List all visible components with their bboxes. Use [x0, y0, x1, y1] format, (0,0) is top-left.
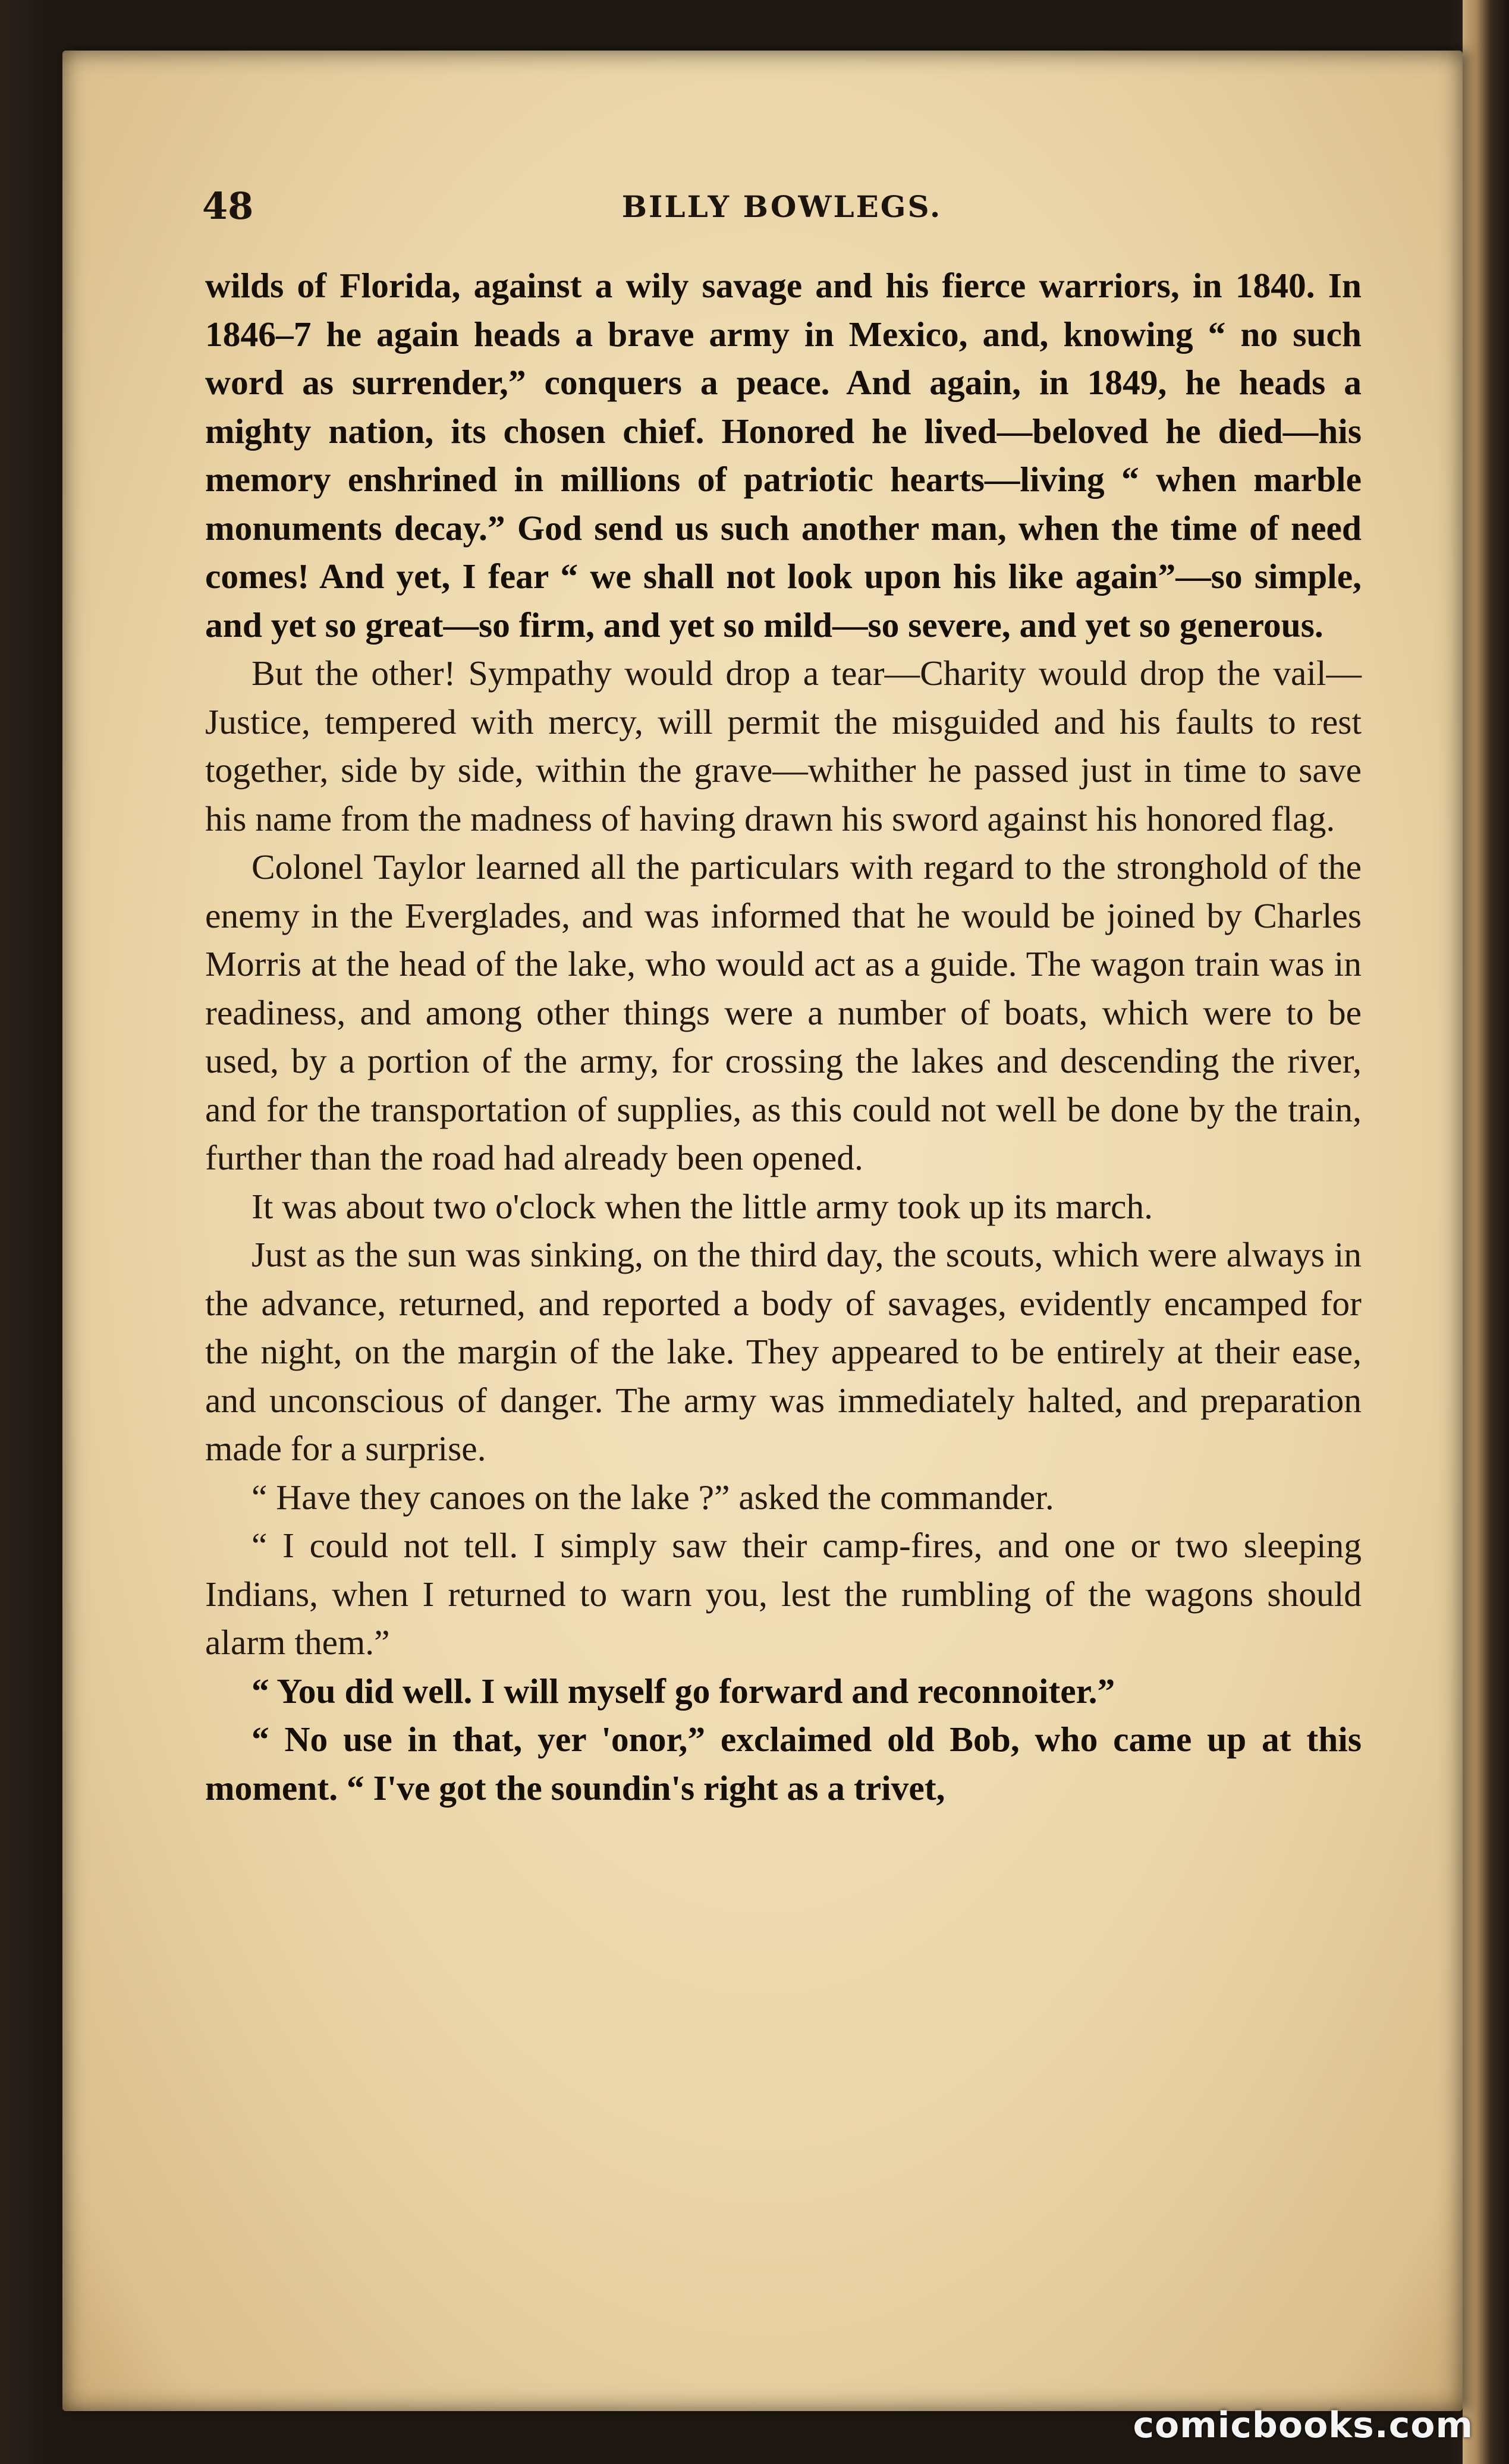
source-watermark: comicbooks.com: [1133, 2405, 1473, 2446]
page-number: 48: [202, 184, 254, 228]
paragraph-6: “ Have they canoes on the lake ?” asked the commander.: [252, 1477, 1054, 1517]
running-header: [202, 184, 1362, 238]
paragraph-2: But the other! Sympathy would drop a tear—Charity would drop the vail—Justice, tempered with mercy, will permit the misguided and his faults to rest together, side by side, within the grave—whither he passed just in time to save his name from the madness of having drawn his sword against his honored flag.: [205, 653, 1362, 838]
book-spine-edge: [1463, 0, 1509, 2464]
paragraph-7: “ I could not tell. I simply saw their camp-fires, and one or two sleeping Indians, when I returned to warn you, lest the rumbling of the wagons should alarm them.”: [205, 1526, 1362, 1662]
paragraph-4: It was about two o'clock when the little army took up its march.: [252, 1186, 1153, 1226]
paragraph-5: Just as the sun was sinking, on the third day, the scouts, which were always in the advance, returned, and reported a body of savages, evidently encamped for the night, on the margin of the lake. They appeared to be entirely at their ease, and unconscious of danger. The army was immediately halted, and preparation made for a surprise.: [205, 1235, 1362, 1468]
paragraph-1: wilds of Florida, against a wily savage and his fierce warriors, in 1840. In 1846–7 he again heads a brave army in Mexico, and, knowing “ no such word as surrender,” conquers a peace. And again, in 1849, he heads a mighty nation, its chosen chief. Honored he lived—beloved he died—his memory enshrined in millions of patriotic hearts—living “ when marble monuments decay.” God send us such another man, when the time of need comes! And yet, I fear “ we shall not look upon his like again”—so simple, and yet so great—so firm, and yet so mild—so severe, and yet so generous.: [205, 266, 1362, 645]
running-title: BILLY BOWLEGS.: [621, 189, 942, 224]
paragraph-3: Colonel Taylor learned all the particulars with regard to the stronghold of the enemy in the Everglades, and was informed that he would be joined by Charles Morris at the head of the lake, who would act as a guide. The wagon train was in readiness, and among other things were a number of boats, which were to be used, by a portion of the army, for crossing the lakes and descending the river, and for the transportation of supplies, as this could not well be done by the train, further than the road had already been opened.: [205, 847, 1362, 1177]
paragraph-8: “ You did well. I will myself go forward and reconnoiter.”: [252, 1671, 1115, 1711]
paragraph-9: “ No use in that, yer 'onor,” exclaimed old Bob, who came up at this moment. “ I've got the soundin's right as a trivet,: [205, 1720, 1362, 1808]
body-text: [205, 262, 1362, 1812]
